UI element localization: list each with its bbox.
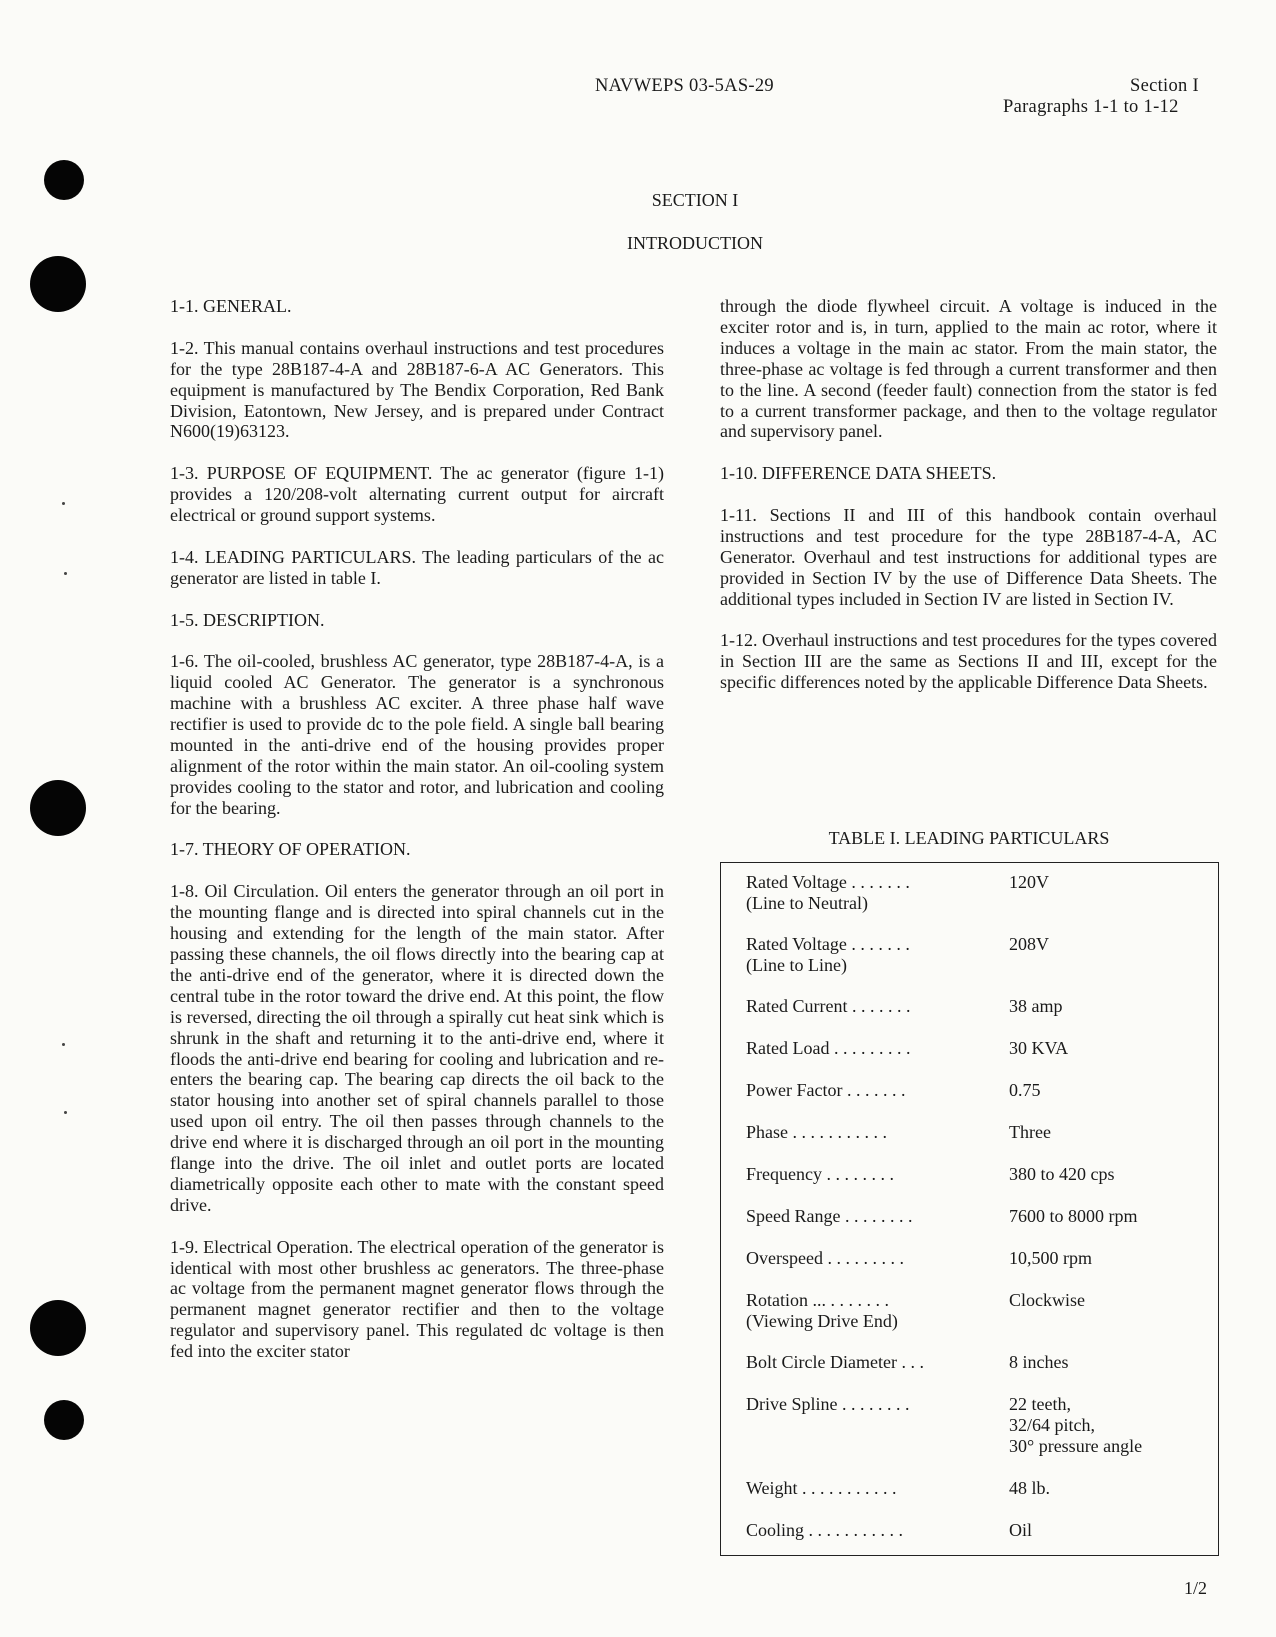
row-value: Clockwise — [1009, 1290, 1085, 1310]
right-column — [720, 296, 1217, 693]
row-label: Cooling . . . . . . . . . . . — [746, 1520, 904, 1540]
row-label: Overspeed . . . . . . . . . — [746, 1248, 904, 1268]
row-value: 10,500 rpm — [1009, 1248, 1092, 1268]
speck-2 — [64, 572, 67, 575]
row-value: Oil — [1009, 1520, 1033, 1540]
para-1-10: 1-10. DIFFERENCE DATA SHEETS. — [720, 463, 997, 484]
speck-4 — [64, 1111, 67, 1114]
row-label: Bolt Circle Diameter . . . — [746, 1352, 924, 1372]
row-label: Weight . . . . . . . . . . . — [746, 1478, 897, 1498]
row-label: Rated Voltage . . . . . . . — [746, 934, 910, 954]
table-caption: TABLE I. LEADING PARTICULARS — [828, 828, 1110, 848]
speck-3 — [62, 1043, 65, 1046]
row-value: 48 lb. — [1009, 1478, 1051, 1498]
intro-title: INTRODUCTION — [627, 233, 763, 253]
para-1-12: 1-12. Overhaul instructions and test procedures for the types covered in Section III are the same as Sections II and III, except for the specific differences noted by the applicable Difference Data Sheets. — [720, 630, 1217, 693]
row-label: Drive Spline . . . . . . . . — [746, 1394, 910, 1414]
binder-hole-5 — [44, 1400, 84, 1440]
row-value: 208V — [1009, 934, 1049, 954]
para-1-11: 1-11. Sections II and III of this handbook contain overhaul instructions and test procedure for the type 28B187-4-A, AC Generator. Overhaul and test instructions for additional types are provided in Section IV by the use of Difference Data Sheets. The additional types included in Section IV are listed in Section IV. — [720, 505, 1217, 609]
row-value: Three — [1009, 1122, 1051, 1142]
binder-hole-4 — [30, 1300, 86, 1356]
row-label: Frequency . . . . . . . . — [746, 1164, 894, 1184]
page-number: 1/2 — [1184, 1578, 1208, 1598]
section-title: SECTION I — [651, 190, 739, 210]
row-value: 0.75 — [1009, 1080, 1041, 1100]
para-1-2: 1-2. This manual contains overhaul instructions and test procedures for the type 28B187-4-A and 28B187-6-A AC Generators. This equipment is manufactured by The Bendix Corporation, Red Bank Division, Eatontown, New Jersey, and is prepared under Contract N600(19)63123. — [170, 337, 664, 442]
row-label: Speed Range . . . . . . . . — [746, 1206, 913, 1226]
para-1-6: 1-6. The oil-cooled, brushless AC generator, type 28B187-4-A, is a liquid cooled AC Generator. The generator is a synchronous machine with a brushless AC exciter. A three phase half wave rectifier is used to provide dc to the pole field. A single ball bearing mounted in the anti-drive end of the housing provides proper alignment of the rotor within the main stator. An oil-cooling system provides cooling to the stator and rotor, and lubrication and cooling for the bearing. — [170, 651, 664, 818]
left-column — [170, 296, 664, 1362]
row-value: 8 inches — [1009, 1352, 1069, 1372]
para-1-8: 1-8. Oil Circulation. Oil enters the generator through an oil port in the mounting flange and is directed into spiral channels cut in the housing and extending for the length of the main stator. After passing these channels, the oil flows directly into the bearing cap at the anti-drive end of the generator, where it is directed down the central tube in the rotor toward the drive end. At this point, the flow is reversed, directing the oil through a spirally cut heat sink which is shrunk in the shaft and returning it to the anti-drive end, where it floods the anti-drive end bearing for cooling and lubrication and re-enters the bearing cap. The bearing cap directs the oil back to the stator housing into another set of spiral channels parallel to those used upon oil entry. The oil then passes through channels to the drive end where it is discharged through an oil port in the mounting flange into the drive. The oil inlet and outlet ports are located diametrically opposite each other to mate with the constant speed drive. — [170, 881, 664, 1215]
para-1-9: 1-9. Electrical Operation. The electrical operation of the generator is identical with most other brushless ac generators. The three-phase ac voltage from the permanent magnet generator flows through the permanent magnet generator rectifier and then to the voltage regulator and supervisory panel. This regulated dc voltage is then fed into the exciter stator — [170, 1236, 664, 1362]
row-value: 380 to 420 cps — [1009, 1164, 1115, 1184]
row-sublabel: (Line to Line) — [746, 955, 847, 975]
para-1-3: 1-3. PURPOSE OF EQUIPMENT. The ac generator (figure 1-1) provides a 120/208-volt alternating current output for aircraft electrical or ground support systems. — [170, 463, 664, 526]
row-sublabel: (Viewing Drive End) — [746, 1311, 898, 1331]
row-label: Power Factor . . . . . . . — [746, 1080, 906, 1100]
row-label: Rotation ... . . . . . . . — [746, 1290, 889, 1310]
doc-number: NAVWEPS 03-5AS-29 — [595, 76, 774, 96]
section-label: Section I — [1130, 76, 1199, 96]
paragraph-range: Paragraphs 1-1 to 1-12 — [1003, 97, 1179, 117]
binder-hole-1 — [44, 160, 84, 200]
row-value: 38 amp — [1009, 996, 1063, 1016]
binder-hole-2 — [30, 256, 86, 312]
row-value-line3: 30° pressure angle — [1009, 1436, 1143, 1456]
row-value: 22 teeth, — [1009, 1394, 1071, 1414]
row-label: Rated Voltage . . . . . . . — [746, 872, 910, 892]
para-1-9-cont: through the diode flywheel circuit. A voltage is induced in the exciter rotor and is, in turn, applied to the main ac rotor, where it induces a voltage in the main ac stator. From the main stator, the three-phase ac voltage is fed through a current transformer and then to the line. A second (feeder fault) connection from the stator is fed to a current transformer package, and then to the voltage regulator and supervisory panel. — [720, 296, 1217, 442]
row-label: Phase . . . . . . . . . . . — [746, 1122, 887, 1142]
row-value: 30 KVA — [1009, 1038, 1069, 1058]
row-value-line2: 32/64 pitch, — [1009, 1415, 1095, 1435]
para-1-7: 1-7. THEORY OF OPERATION. — [170, 839, 411, 860]
row-value: 7600 to 8000 rpm — [1009, 1206, 1138, 1226]
para-1-1: 1-1. GENERAL. — [170, 296, 292, 316]
binder-hole-3 — [30, 780, 86, 836]
row-sublabel: (Line to Neutral) — [746, 893, 868, 913]
para-1-5: 1-5. DESCRIPTION. — [170, 609, 325, 630]
row-label: Rated Load . . . . . . . . . — [746, 1038, 911, 1058]
speck-1 — [62, 502, 65, 505]
para-1-4: 1-4. LEADING PARTICULARS. The leading particulars of the ac generator are listed in table I. — [170, 546, 664, 588]
row-label: Rated Current . . . . . . . — [746, 996, 911, 1016]
row-value: 120V — [1009, 872, 1049, 892]
